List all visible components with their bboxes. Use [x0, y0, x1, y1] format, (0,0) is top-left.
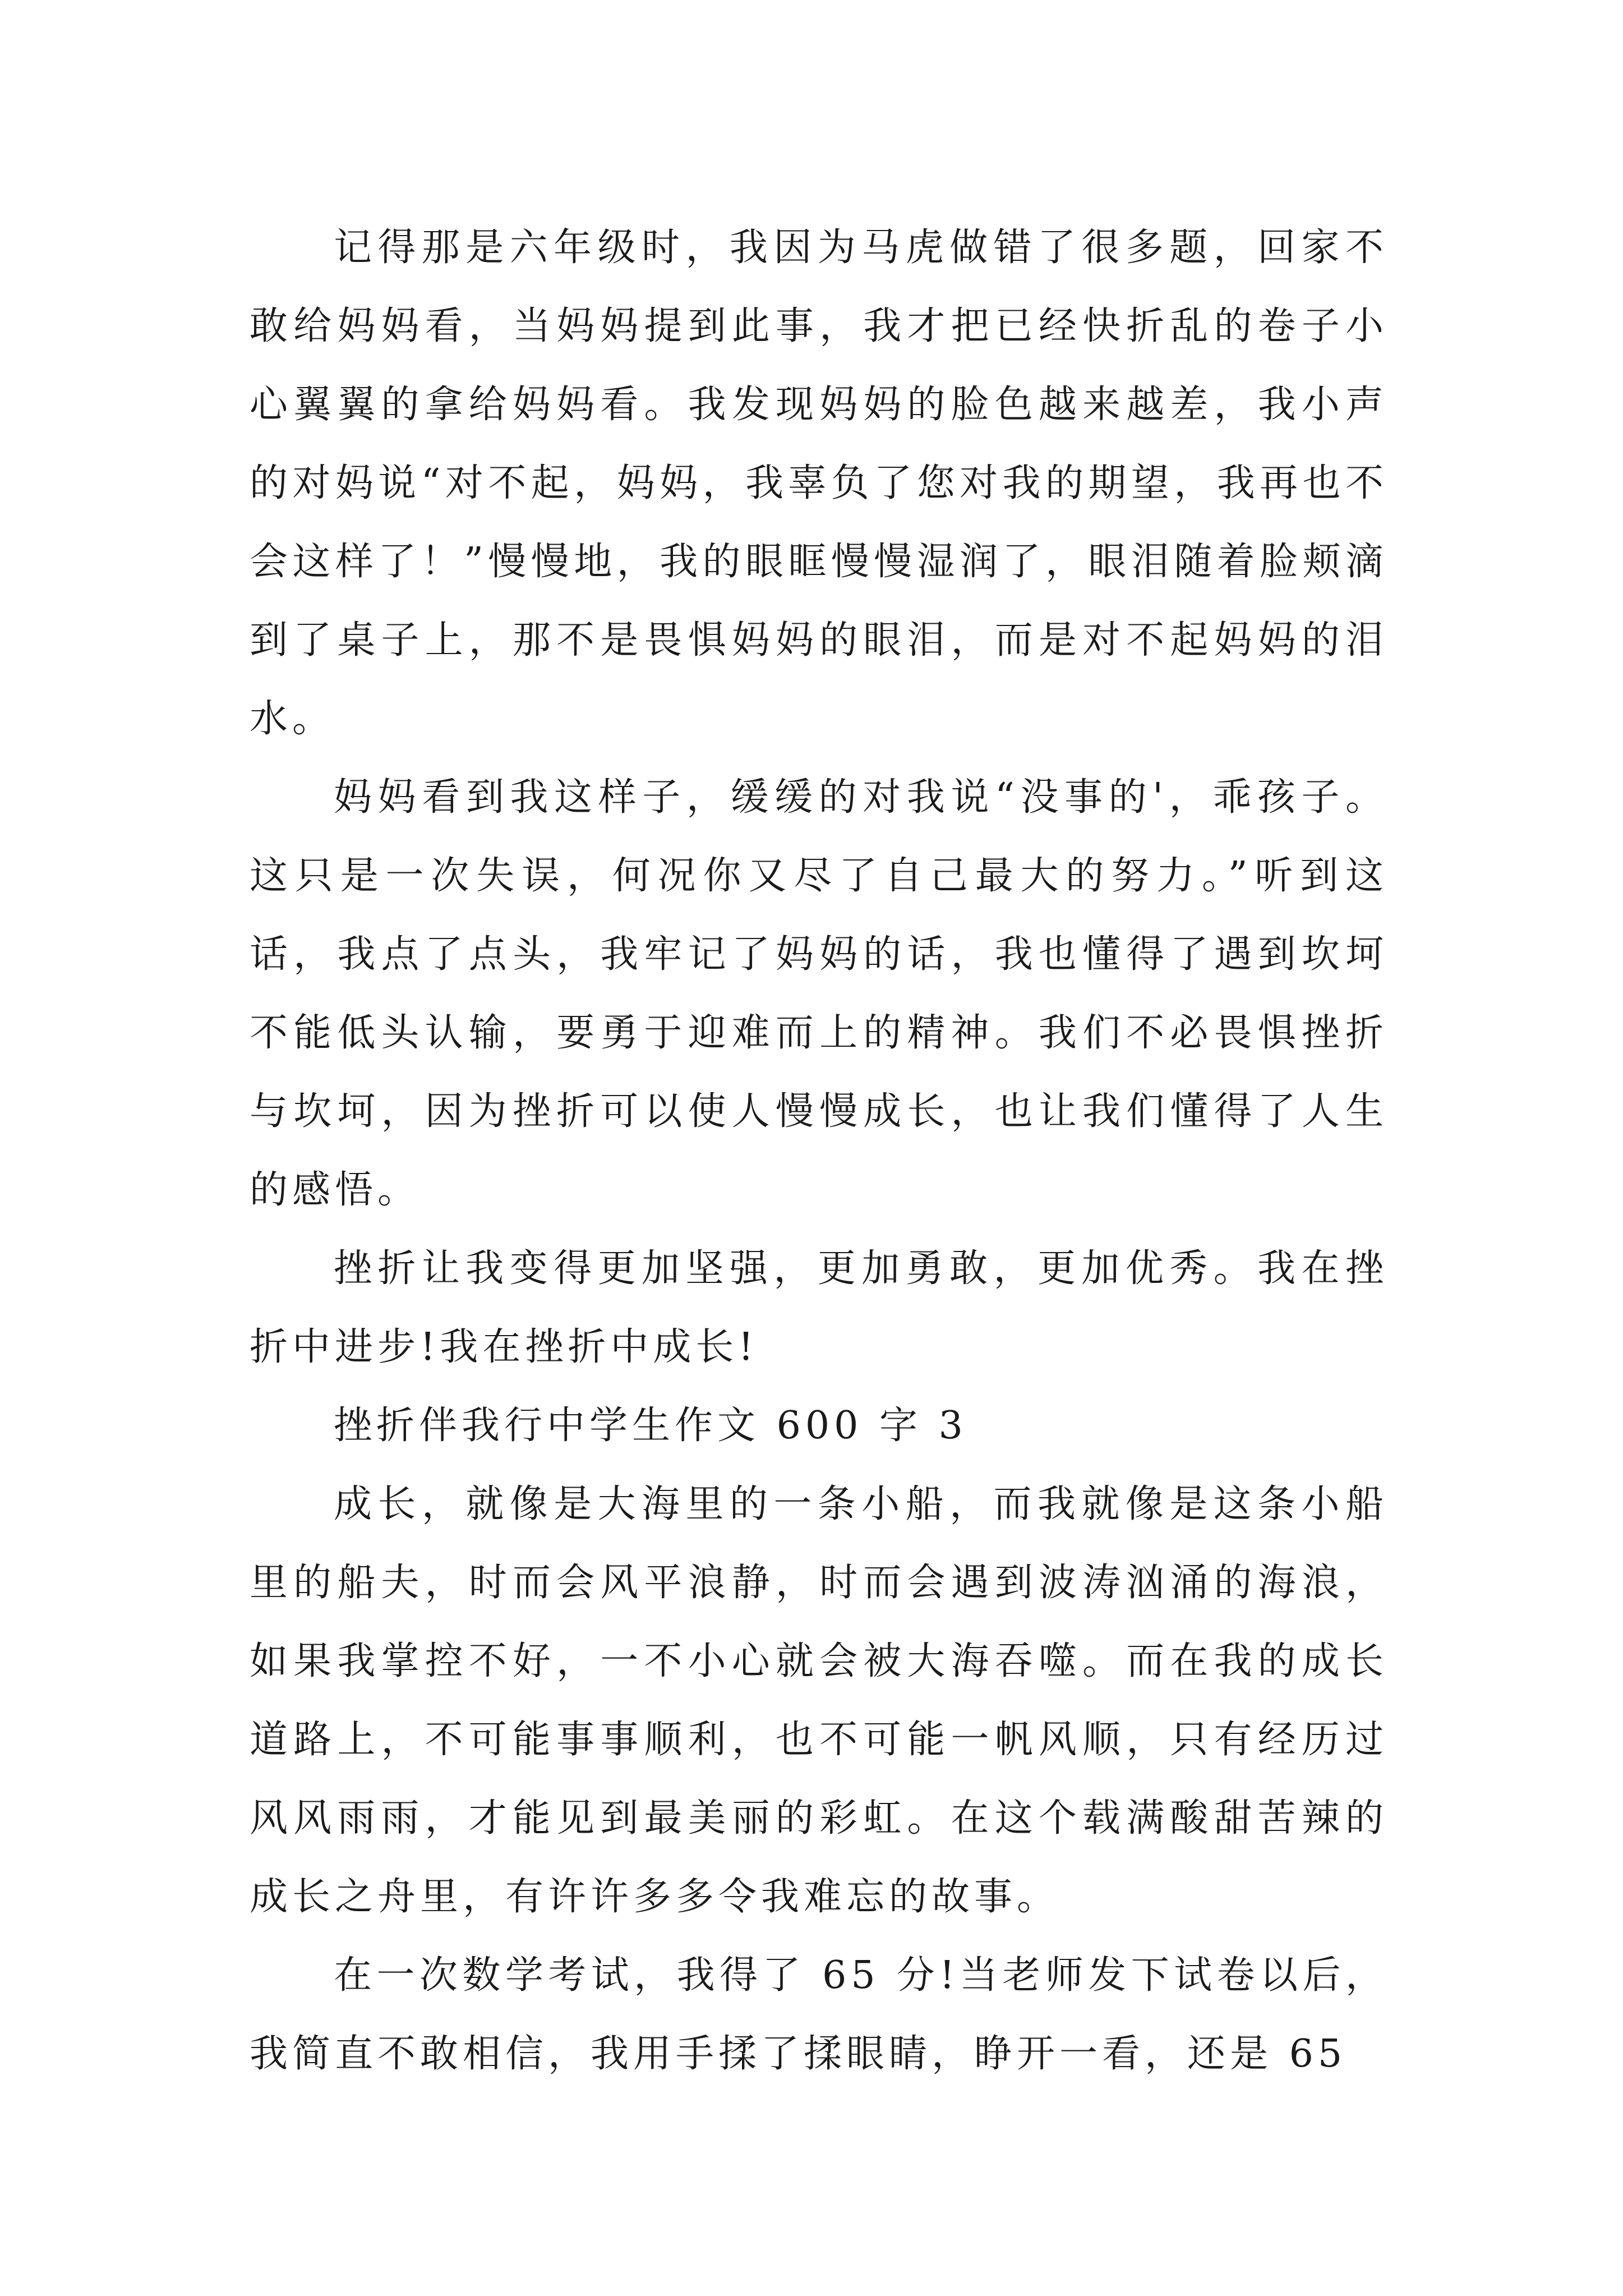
paragraph-exam-mistake: 记得那是六年级时，我因为马虎做错了很多题，回家不敢给妈妈看，当妈妈提到此事，我才把已经快折乱的卷子小心翼翼的拿给妈妈看。我发现妈妈的脸色越来越差，我小声的对妈说“对不起，妈妈，我辜负了您对我的期望，我再也不会这样了！”慢慢地，我的眼眶慢慢湿润了，眼泪随着脸颊滴到了桌子上，那不是畏惧妈妈的眼泪，而是对不起妈妈的泪水。 [250, 226, 1388, 741]
paragraph-setback-growth: 挫折让我变得更加坚强，更加勇敢，更加优秀。我在挫折中进步!我在挫折中成长! [250, 1246, 1388, 1369]
section-title: 挫折伴我行中学生作文 600 字 3 [334, 1404, 967, 1448]
document-body [250, 209, 1388, 2093]
paragraph-math-exam: 在一次数学考试，我得了 65 分!当老师发下试卷以后，我简直不敢相信，我用手揉了揉眼睛，睁开一看，还是 65 [250, 1953, 1388, 2076]
paragraph-growth-boat: 成长，就像是大海里的一条小船，而我就像是这条小船里的船夫，时而会风平浪静，时而会遇到波涛汹涌的海浪，如果我掌控不好，一不小心就会被大海吞噬。而在我的成长道路上，不可能事事顺利，也不可能一帆风顺，只有经历过风风雨雨，才能见到最美丽的彩虹。在这个载满酸甜苦辣的成长之舟里，有许许多多令我难忘的故事。 [250, 1482, 1388, 1919]
paragraph-mother-comfort: 妈妈看到我这样子，缓缓的对我说“没事的'，乖孩子。这只是一次失误，何况你又尽了自己最大的努力。”听到这话，我点了点头，我牢记了妈妈的话，我也懂得了遇到坎坷不能低头认输，要勇于迎难而上的精神。我们不必畏惧挫折与坎坷，因为挫折可以使人慢慢成长，也让我们懂得了人生的感悟。 [250, 775, 1388, 1212]
